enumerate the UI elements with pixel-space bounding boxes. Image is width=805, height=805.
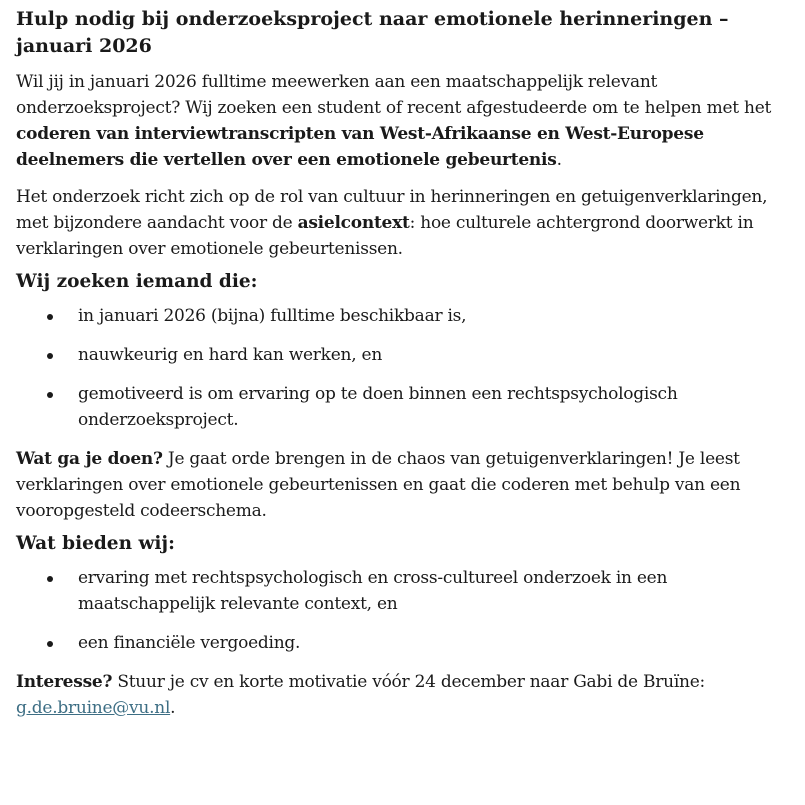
contact-text: Stuur je cv en korte motivatie vóór 24 december naar Gabi de Bruïne: <box>112 672 705 692</box>
list-item <box>16 630 791 656</box>
research-text: Het onderzoek richt zich op de rol van cultuur in herinneringen en getuigenverklaringen, met bijzondere aandacht voor de <box>16 187 768 233</box>
bullet-icon <box>47 576 53 582</box>
looking-for-list <box>16 303 791 433</box>
list-item-text: ervaring met rechtspsychologisch en cross-cultureel onderzoek in een maatschappelijk relevante context, en <box>78 568 668 614</box>
looking-for-heading: Wij zoeken iemand die: <box>16 271 258 292</box>
offer-heading: Wat bieden wij: <box>16 533 175 554</box>
list-item-text: een financiële vergoeding. <box>78 633 301 653</box>
contact-paragraph <box>16 669 791 721</box>
bullet-icon <box>47 641 53 647</box>
research-paragraph <box>16 184 791 262</box>
list-item <box>16 342 791 368</box>
contact-heading: Interesse? <box>16 672 113 692</box>
tasks-text: Je gaat orde brengen in de chaos van getuigenverklaringen! Je leest verklaringen over emotionele gebeurtenissen en gaat die coderen met behulp van een vooropgesteld codeerschema. <box>16 449 741 521</box>
list-item-text: gemotiveerd is om ervaring op te doen binnen een rechtspsychologisch onderzoeksproject. <box>78 384 678 430</box>
intro-bold-text: coderen van interviewtranscripten van West-Afrikaanse en West-Europese deelnemers die vertellen over een emotionele gebeurtenis <box>16 124 704 170</box>
offer-list <box>16 565 791 656</box>
intro-text: Wil jij in januari 2026 fulltime meewerken aan een maatschappelijk relevant onderzoeksproject? Wij zoeken een student of recent afgestudeerde om te helpen met het <box>16 72 772 118</box>
list-item <box>16 381 791 433</box>
bullet-icon <box>47 314 53 320</box>
list-item <box>16 303 791 329</box>
bullet-icon <box>47 353 53 359</box>
bullet-icon <box>47 392 53 398</box>
tasks-heading: Wat ga je doen? <box>16 449 163 469</box>
list-item-text: nauwkeurig en hard kan werken, en <box>78 345 383 365</box>
page-title: Hulp nodig bij onderzoeksproject naar emotionele herinneringen – januari 2026 <box>16 8 729 57</box>
research-end: : hoe culturele achtergrond doorwerkt in verklaringen over emotionele gebeurtenissen. <box>16 213 754 259</box>
intro-paragraph <box>16 69 791 173</box>
contact-end: . <box>170 698 176 718</box>
intro-end: . <box>556 150 562 170</box>
tasks-paragraph <box>16 446 791 524</box>
list-item-text: in januari 2026 (bijna) fulltime beschikbaar is, <box>78 306 467 326</box>
email-link[interactable]: g.de.bruine@vu.nl <box>16 698 171 718</box>
list-item <box>16 565 791 617</box>
research-bold-text: asielcontext <box>297 213 410 233</box>
